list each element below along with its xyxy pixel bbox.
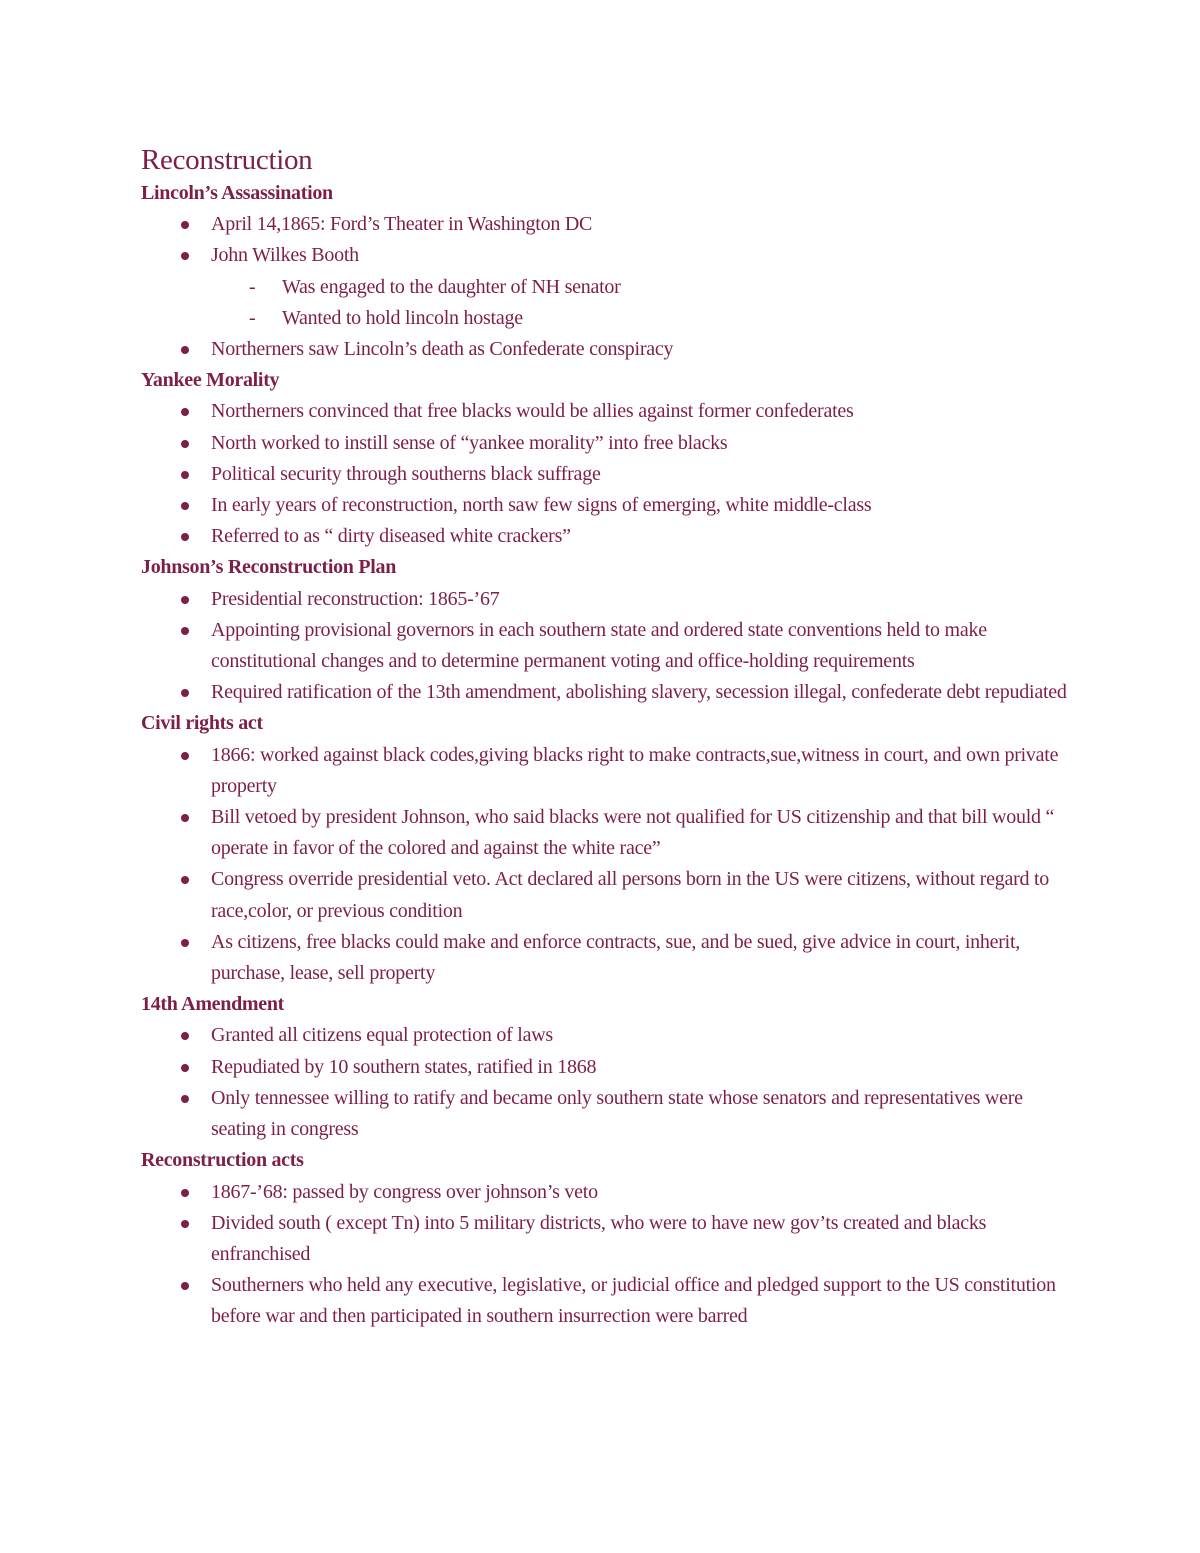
list-item: [141, 521, 1071, 552]
list-item: [141, 334, 1071, 365]
bullet-icon: [181, 533, 189, 541]
list-item-text: John Wilkes Booth: [211, 244, 359, 267]
section-heading: Johnson’s Reconstruction Plan: [141, 556, 397, 579]
document-title: Reconstruction: [141, 144, 313, 176]
sub-list-item-text: Wanted to hold lincoln hostage: [282, 306, 523, 329]
list-item-text: Northerners saw Lincoln’s death as Confederate conspiracy: [211, 338, 674, 361]
section-heading: Civil rights act: [141, 712, 263, 735]
bullet-icon: [181, 814, 189, 822]
bullet-icon: [181, 440, 189, 448]
list-item-text: Southerners who held any executive, legislative, or judicial office and pledged support to the US constitution before war and then participated in southern insurrection were barred: [211, 1274, 1056, 1328]
list-item: [141, 740, 1071, 802]
document-page: [141, 140, 1071, 1333]
section-heading: Lincoln’s Assassination: [141, 182, 333, 204]
list-item-text: North worked to instill sense of “yankee morality” into free blacks: [211, 431, 728, 454]
bullet-icon: [181, 876, 189, 884]
section-heading: Yankee Morality: [141, 369, 280, 392]
list-item-text: Presidential reconstruction: 1865-’67: [211, 587, 500, 610]
list-item-text: Referred to as “ dirty diseased white crackers”: [211, 525, 571, 548]
bullet-list: [141, 740, 1071, 990]
list-item-text: 1867-’68: passed by congress over johnson’s veto: [211, 1180, 598, 1203]
list-item: [141, 1270, 1071, 1332]
list-item-text: As citizens, free blacks could make and enforce contracts, sue, and be sued, give advice in court, inherit, purchase, lease, sell property: [211, 930, 1021, 985]
list-item-text: Bill vetoed by president Johnson, who said blacks were not qualified for US citizenship and that bill would “ operate in favor of the colored and against the white race”: [211, 806, 1055, 860]
list-item-text: Only tennessee willing to ratify and became only southern state whose senators and representatives were seating in congress: [211, 1086, 1023, 1141]
bullet-icon: [181, 1282, 189, 1290]
list-item-text: Appointing provisional governors in each southern state and ordered state conventions held to make constitutional changes and to determine permanent voting and office-holding requirements: [211, 618, 987, 673]
list-item: [141, 1177, 1071, 1208]
list-item: [141, 677, 1071, 708]
list-item: [141, 209, 1071, 240]
list-item: [141, 490, 1071, 521]
sub-list-item-text: Was engaged to the daughter of NH senator: [282, 275, 621, 298]
bullet-icon: [181, 1095, 189, 1103]
section-heading: 14th Amendment: [141, 993, 285, 1016]
list-item-text: Repudiated by 10 southern states, ratified in 1868: [211, 1055, 597, 1078]
bullet-list: [141, 396, 1071, 552]
bullet-icon: [181, 221, 189, 229]
sub-list-item: [141, 303, 1071, 334]
sub-list-item: [141, 272, 1071, 303]
bullet-icon: [181, 689, 189, 697]
sections-container: [141, 178, 1071, 1333]
bullet-icon: [181, 1189, 189, 1197]
bullet-icon: [181, 252, 189, 260]
dash-icon: -: [249, 275, 256, 298]
list-item-text: Granted all citizens equal protection of laws: [211, 1024, 553, 1047]
bullet-icon: [181, 346, 189, 354]
list-item-text: Congress override presidential veto. Act declared all persons born in the US were citizens, without regard to race,color, or previous condition: [211, 868, 1050, 922]
list-item: [141, 927, 1071, 989]
list-item: [141, 428, 1071, 459]
list-item: [141, 864, 1071, 926]
list-item: [141, 459, 1071, 490]
list-item-text: Northerners convinced that free blacks would be allies against former confederates: [211, 400, 854, 423]
list-item-text: April 14,1865: Ford’s Theater in Washington DC: [211, 213, 593, 236]
bullet-list: [141, 1177, 1071, 1333]
bullet-icon: [181, 752, 189, 760]
section-heading: Reconstruction acts: [141, 1149, 304, 1172]
list-item: [141, 1020, 1071, 1051]
list-item: [141, 240, 1071, 334]
list-item: [141, 584, 1071, 615]
bullet-list: [141, 1020, 1071, 1145]
bullet-icon: [181, 1064, 189, 1072]
list-item-text: Required ratification of the 13th amendment, abolishing slavery, secession illegal, confederate debt repudiated: [211, 681, 1067, 704]
list-item: [141, 802, 1071, 864]
bullet-list: [141, 209, 1071, 365]
list-item: [141, 615, 1071, 677]
bullet-icon: [181, 596, 189, 604]
list-item: [141, 1052, 1071, 1083]
sub-list: [211, 272, 1071, 334]
list-item-text: Political security through southerns black suffrage: [211, 462, 601, 485]
list-item: [141, 1083, 1071, 1145]
bullet-icon: [181, 627, 189, 635]
bullet-icon: [181, 408, 189, 416]
bullet-list: [141, 584, 1071, 709]
bullet-icon: [181, 1032, 189, 1040]
bullet-icon: [181, 1220, 189, 1228]
bullet-icon: [181, 939, 189, 947]
list-item: [141, 1208, 1071, 1270]
list-item-text: 1866: worked against black codes,giving blacks right to make contracts,sue,witness in court, and own private property: [211, 743, 1059, 797]
list-item-text: In early years of reconstruction, north saw few signs of emerging, white middle-class: [211, 494, 872, 517]
bullet-icon: [181, 471, 189, 479]
list-item: [141, 396, 1071, 427]
bullet-icon: [181, 502, 189, 510]
list-item-text: Divided south ( except Tn) into 5 military districts, who were to have new gov’ts created and blacks enfranchised: [211, 1211, 987, 1265]
dash-icon: -: [249, 306, 256, 329]
